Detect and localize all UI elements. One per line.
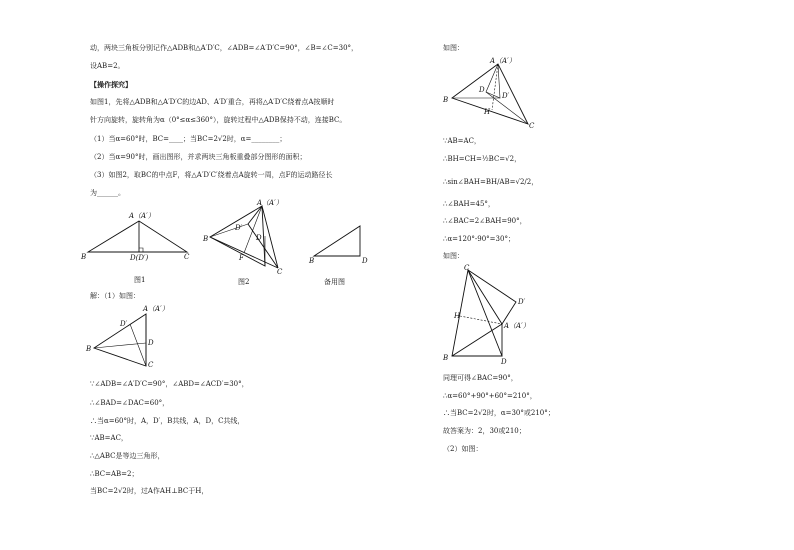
sol3-altitude-ah — [460, 316, 502, 324]
spare-label-d: D — [362, 257, 368, 265]
problem-line-1: 动，两块三角板分别记作△ADB和△A′D′C，∠ADB=∠A′D′C=90°，∠B=∠C=30°， — [90, 44, 359, 52]
fig2-label-dp: D′ — [235, 224, 243, 232]
question-3: （3）如图2，取BC的中点F，将△A′D′C′绕着点A旋转一周，点F的运动路径长 — [90, 171, 333, 179]
question-1: （1）当α=60°时，BC=____；当BC=2√2时，α=________； — [90, 135, 287, 143]
solution-line-1: 解：（1）如图： — [90, 292, 140, 300]
right-line-6: ∴∠BAC=2∠BAH=90°， — [443, 217, 527, 225]
right-line-4: ∴sin∠BAH=BH/AB=√2/2， — [443, 178, 539, 186]
fig1-label-a: A（A′） — [129, 212, 155, 220]
fig2-label-d: D — [256, 234, 262, 242]
fig2-label-f: F — [239, 254, 244, 262]
question-2: （2）当α=90°时，画出图形，并求两块三角板重叠部分图形的面积； — [90, 153, 307, 161]
fig2-triangle-adc — [248, 206, 278, 268]
sol2-label-dp: D′ — [502, 92, 510, 100]
sol3-segment-ba — [452, 324, 502, 356]
sol2-label-d: D — [479, 86, 485, 94]
sol3-label-c: C — [464, 264, 470, 272]
fig2-caption: 图2 — [238, 278, 250, 286]
solution-line-3: ∴∠BAD=∠DAC=60°， — [90, 399, 170, 407]
sol2-label-c: C — [529, 122, 535, 130]
sol1-segment-dpc — [130, 324, 146, 366]
sol2-label-b: B — [443, 96, 449, 104]
problem-line-2: 设AB=2。 — [90, 62, 125, 70]
right-line-9: 同理可得∠BAC=90°， — [443, 374, 518, 382]
sol2-label-a: A（A′） — [490, 57, 516, 65]
solution-figure-1 — [84, 302, 169, 369]
right-line-12: 故答案为：2，30或210； — [443, 427, 526, 435]
sol3-label-dp: D′ — [518, 298, 526, 306]
fig2-median-af — [244, 206, 262, 253]
spare-caption: 备用图 — [324, 278, 345, 286]
solution-line-4: ∴当α=60°时，A，D′，B共线，A，D，C共线， — [90, 417, 245, 425]
solution-line-6: ∴△ABC是等边三角形， — [90, 452, 165, 460]
sol1-label-b: B — [86, 345, 92, 353]
spare-label-b: B — [309, 257, 315, 265]
sol1-label-c: C — [148, 361, 154, 369]
right-line-1: 如图： — [443, 44, 464, 52]
sol3-triangle-acd — [468, 270, 516, 324]
figure-2 — [200, 196, 300, 292]
figure-spare — [306, 218, 386, 292]
spare-triangle — [314, 226, 360, 256]
sol3-label-d: D — [501, 358, 507, 366]
sol1-label-a: A（A′） — [143, 305, 169, 313]
fig1-right-angle-mark — [139, 248, 143, 252]
sol2-triangle-ad — [486, 64, 500, 98]
right-line-3: ∴BH=CH=½BC=√2， — [443, 155, 522, 163]
right-line-10: ∴α=60°+90°+60°=210°， — [443, 392, 537, 400]
right-line-13: （2）如图： — [443, 445, 483, 453]
solution-line-2: ∵∠ADB=∠A′D′C=90°，∠ABD=∠ACD′=30°， — [90, 380, 249, 388]
figure-1 — [80, 206, 200, 286]
sol3-label-b: B — [443, 354, 449, 362]
fig2-label-a: A（A′） — [257, 199, 283, 207]
right-line-8: 如图： — [443, 252, 464, 260]
solution-line-5: ∵AB=AC， — [90, 434, 128, 442]
question-3-cont: 为______。 — [90, 189, 125, 197]
fig2-label-c: C — [277, 268, 283, 276]
fig1-label-b: B — [81, 253, 87, 261]
right-line-2: ∵AB=AC， — [443, 137, 481, 145]
fig1-triangle — [88, 221, 187, 252]
solution-figure-3 — [440, 262, 550, 368]
sol1-label-d: D — [148, 339, 154, 347]
right-line-5: ∴∠BAH=45°， — [443, 200, 495, 208]
fig1-caption: 图1 — [134, 276, 146, 284]
solution-figure-2 — [440, 54, 540, 130]
problem-line-5: 针方向旋转，旋转角为α（0°≤α≤360°），旋转过程中△ADB保持不动，连接BC。 — [90, 116, 347, 124]
right-line-11: ∴当BC=2√2时，α=30°或210°； — [443, 409, 555, 417]
sol3-label-a: A（A′） — [504, 322, 530, 330]
sol1-label-dp: D′ — [120, 320, 128, 328]
solution-line-7: ∴BC=AB=2； — [90, 470, 139, 478]
fig1-label-d: D(D′) — [130, 254, 149, 262]
right-line-7: ∴α=120°-90°=30°； — [443, 235, 515, 243]
sol2-label-h: H — [484, 108, 491, 116]
sol3-label-h: H — [454, 312, 461, 320]
fig1-label-c: C — [184, 253, 190, 261]
problem-line-4: 如图1，先将△ADB和△A′D′C的边AD、A′D′重合，再将△A′D′C绕着点A按顺时 — [90, 98, 335, 106]
fig2-label-b: B — [203, 235, 209, 243]
solution-line-8: 当BC=2√2时，过A作AH⊥BC于H， — [90, 487, 209, 495]
section-heading: 【操作探究】 — [90, 80, 132, 89]
